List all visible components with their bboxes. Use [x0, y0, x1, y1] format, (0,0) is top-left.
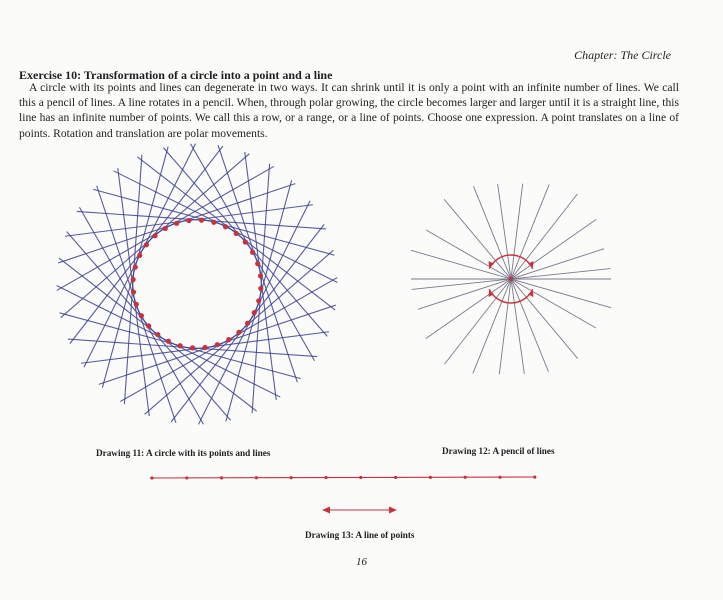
circle-point — [144, 242, 149, 247]
circle-point — [152, 233, 157, 238]
circle-point — [202, 345, 207, 350]
circle-point — [236, 330, 241, 335]
circle-point — [258, 286, 263, 291]
row-point — [290, 476, 293, 479]
circle-point — [258, 273, 263, 278]
exercise-paragraph: A circle with its points and lines can degenerate in two ways. It can shrink until it is only a point with an infinite number of lines. We call this a pencil of lines. A line rotates in a pencil. When, through polar growing, the circle becomes larger and larger until it is a straight line, this line has an infinite number of points. We call this a row, or a range, or a line of points. Choose one expression. A point translates on a line of points. Rotation and translation are polar movements. — [19, 81, 679, 140]
row-point — [185, 476, 188, 479]
row-point — [429, 476, 432, 479]
pencil-drawing — [411, 184, 611, 375]
row-drawing — [150, 476, 536, 480]
rotation-arc-top — [489, 255, 533, 269]
circle-point — [166, 339, 171, 344]
page-number: 16 — [356, 556, 367, 568]
circle-point — [155, 332, 160, 337]
circle-point — [252, 310, 257, 315]
circle-point — [190, 345, 195, 350]
circle-point — [131, 289, 136, 294]
circle-point — [178, 343, 183, 348]
row-line — [150, 477, 535, 478]
circle-point — [131, 277, 136, 282]
exercise-title: Exercise 10: Transformation of a circle into a point and a line — [19, 68, 333, 82]
row-point — [359, 476, 362, 479]
circle-point — [133, 265, 138, 270]
circle-point — [137, 253, 142, 258]
row-point — [394, 476, 397, 479]
circle-point — [186, 218, 191, 223]
arrowhead-left — [322, 507, 330, 514]
translation-arrow — [322, 507, 397, 514]
row-point — [255, 476, 258, 479]
circle-point — [226, 337, 231, 342]
circle-point — [215, 342, 220, 347]
row-point — [150, 476, 153, 479]
row-point — [324, 476, 327, 479]
circle-point — [134, 302, 139, 307]
drawing-11-caption: Drawing 11: A circle with its points and lines — [96, 448, 271, 458]
circle-point — [255, 261, 260, 266]
circle-point — [245, 321, 250, 326]
chapter-header: Chapter: The Circle — [574, 48, 671, 62]
circle-point — [250, 250, 255, 255]
circle-point — [223, 224, 228, 229]
arrowhead-right — [389, 507, 397, 514]
circle-point — [139, 313, 144, 318]
circle-point — [211, 220, 216, 225]
circle-point — [199, 218, 204, 223]
row-point — [533, 476, 536, 479]
pencil-center-point — [509, 277, 513, 281]
circle-point — [163, 226, 168, 231]
rotation-arc-bottom — [489, 289, 533, 303]
row-point — [220, 476, 223, 479]
circle-point — [243, 239, 248, 244]
circle-point — [146, 323, 151, 328]
circle-drawing — [57, 144, 338, 425]
circle-point — [256, 298, 261, 303]
drawing-12-caption: Drawing 12: A pencil of lines — [442, 446, 555, 456]
drawing-13-caption: Drawing 13: A line of points — [305, 530, 415, 540]
row-point — [464, 476, 467, 479]
circle-point — [174, 221, 179, 226]
circle-point — [234, 231, 239, 236]
row-point — [498, 476, 501, 479]
